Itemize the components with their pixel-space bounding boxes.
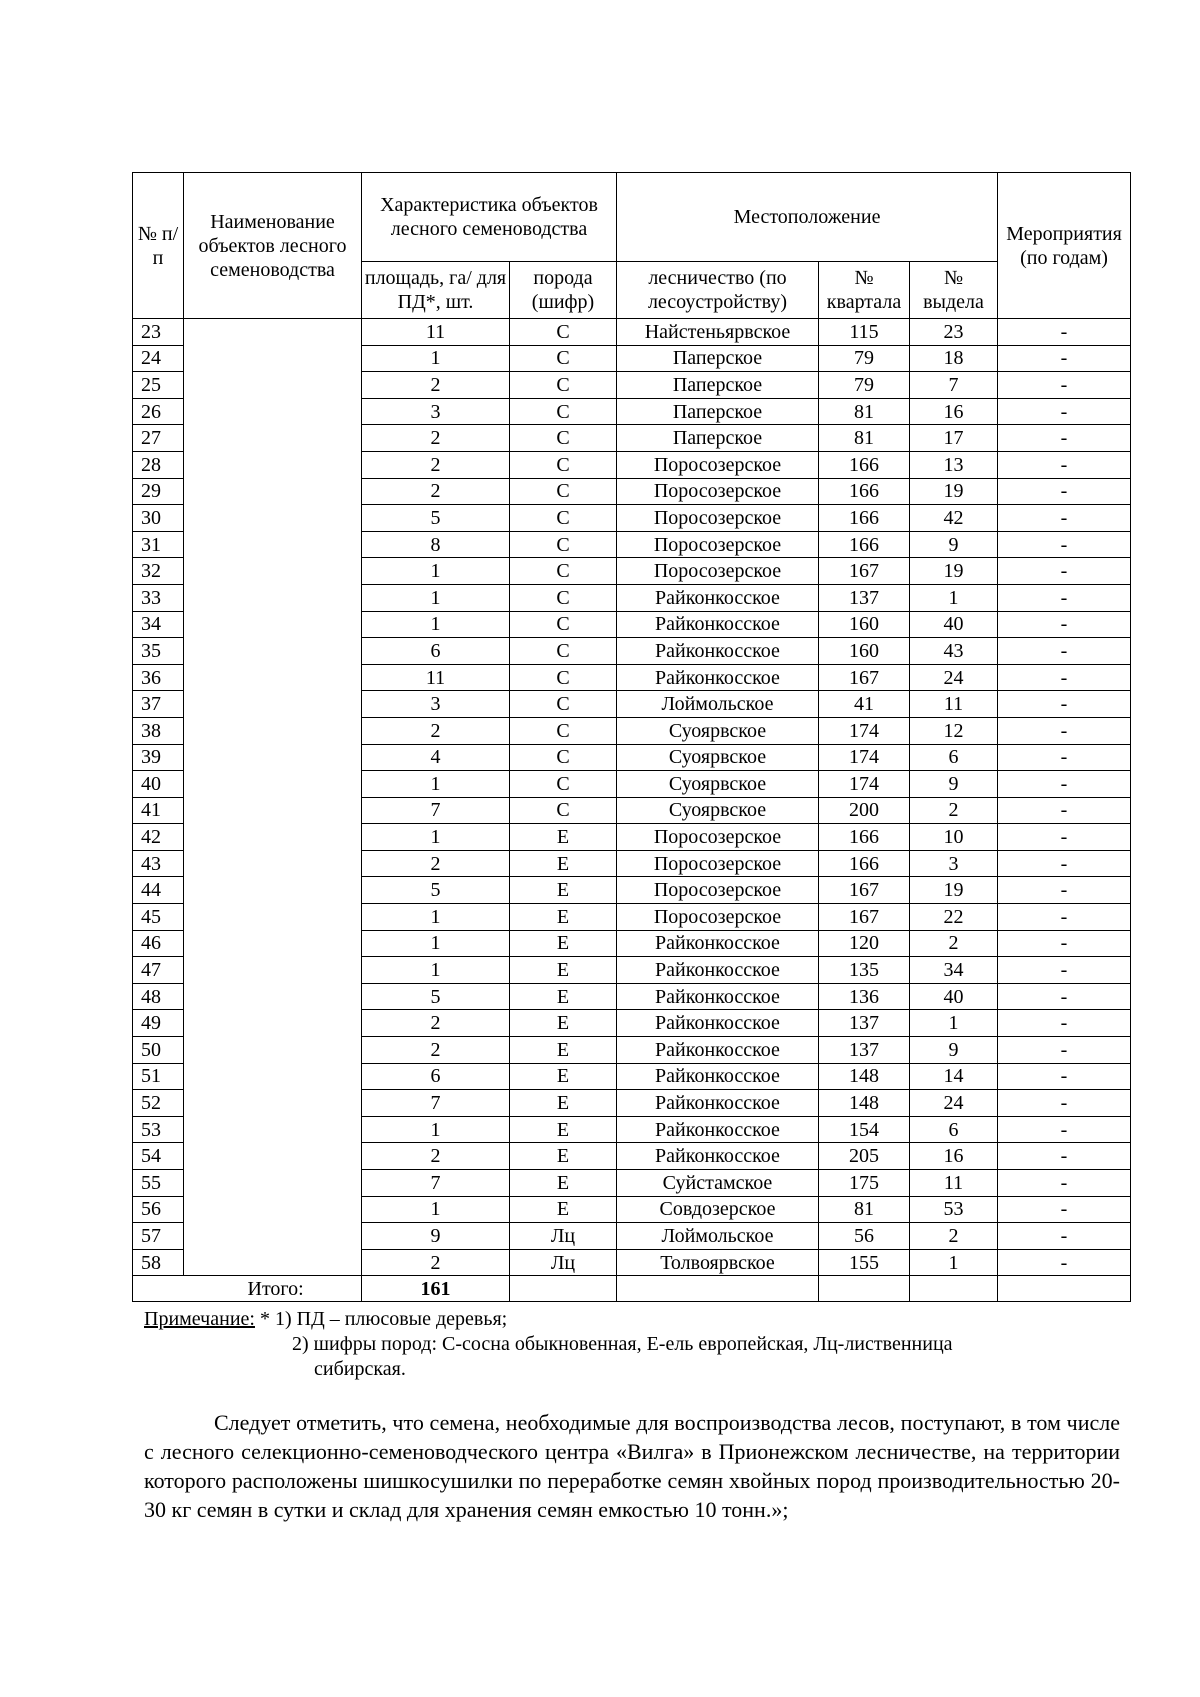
body-paragraph [144,1408,1120,1524]
species-cell: С [510,319,617,346]
quarter-cell: 166 [819,531,910,558]
total-empty-cell [133,1276,184,1302]
note [144,1307,507,1332]
species-cell: Е [510,930,617,957]
forestry-cell: Поросозерское [617,558,819,585]
area-cell: 9 [362,1223,510,1250]
area-cell: 8 [362,531,510,558]
area-cell: 2 [362,1010,510,1037]
quarter-cell: 79 [819,345,910,372]
quarter-cell: 137 [819,584,910,611]
row-number: 35 [133,638,184,665]
forestry-cell: Райконкосское [617,1090,819,1117]
section-cell: 11 [910,1170,998,1197]
measures-cell: - [998,1170,1131,1197]
section-cell: 10 [910,824,998,851]
measures-cell: - [998,398,1131,425]
quarter-cell: 81 [819,398,910,425]
forestry-cell: Райконкосское [617,957,819,984]
table-header [133,173,1131,319]
forestry-cell: Совдозерское [617,1196,819,1223]
row-number: 53 [133,1116,184,1143]
area-cell: 2 [362,451,510,478]
measures-cell: - [998,717,1131,744]
section-cell: 1 [910,584,998,611]
row-number: 33 [133,584,184,611]
species-cell: Е [510,904,617,931]
area-cell: 1 [362,584,510,611]
species-cell: С [510,797,617,824]
measures-cell: - [998,930,1131,957]
row-number: 55 [133,1170,184,1197]
measures-cell: - [998,877,1131,904]
measures-cell: - [998,531,1131,558]
quarter-cell: 120 [819,930,910,957]
species-cell: Е [510,1090,617,1117]
row-number: 31 [133,531,184,558]
quarter-cell: 175 [819,1170,910,1197]
object-name-cell [184,319,362,1276]
quarter-cell: 115 [819,319,910,346]
forestry-cell: Паперское [617,345,819,372]
forestry-cell: Райконкосское [617,983,819,1010]
measures-cell: - [998,1196,1131,1223]
quarter-cell: 148 [819,1090,910,1117]
total-area: 161 [362,1276,510,1302]
forestry-cell: Суоярвское [617,717,819,744]
row-number: 39 [133,744,184,771]
section-cell: 1 [910,1010,998,1037]
forestry-cell: Суоярвское [617,744,819,771]
quarter-cell: 160 [819,638,910,665]
forestry-cell: Поросозерское [617,824,819,851]
total-empty-cell [910,1276,998,1302]
measures-cell: - [998,797,1131,824]
area-cell: 2 [362,1143,510,1170]
note-line-1: * 1) ПД – плюсовые деревья; [254,1308,508,1330]
header-characteristics: Характеристика объектов лесного семеноводства [362,173,617,262]
quarter-cell: 167 [819,904,910,931]
measures-cell: - [998,1037,1131,1064]
area-cell: 1 [362,904,510,931]
measures-cell: - [998,1249,1131,1276]
forestry-cell: Райконкосское [617,664,819,691]
note-species-codes [292,1332,1052,1382]
quarter-cell: 137 [819,1010,910,1037]
section-cell: 19 [910,877,998,904]
quarter-cell: 148 [819,1063,910,1090]
species-cell: Лц [510,1223,617,1250]
quarter-cell: 160 [819,611,910,638]
row-number: 51 [133,1063,184,1090]
area-cell: 2 [362,1037,510,1064]
section-cell: 2 [910,930,998,957]
quarter-cell: 166 [819,850,910,877]
area-cell: 5 [362,983,510,1010]
measures-cell: - [998,558,1131,585]
species-cell: Е [510,1010,617,1037]
species-cell: С [510,372,617,399]
forestry-cell: Райконкосское [617,1037,819,1064]
section-cell: 2 [910,797,998,824]
area-cell: 2 [362,372,510,399]
forestry-cell: Райконкосское [617,638,819,665]
quarter-cell: 81 [819,1196,910,1223]
quarter-cell: 155 [819,1249,910,1276]
species-cell: Е [510,1170,617,1197]
species-cell: С [510,558,617,585]
quarter-cell: 56 [819,1223,910,1250]
forestry-cell: Райконкосское [617,1063,819,1090]
section-cell: 19 [910,478,998,505]
area-cell: 11 [362,664,510,691]
species-cell: Е [510,983,617,1010]
quarter-cell: 154 [819,1116,910,1143]
area-cell: 1 [362,611,510,638]
forestry-cell: Суйстамское [617,1170,819,1197]
measures-cell: - [998,584,1131,611]
area-cell: 2 [362,425,510,452]
area-cell: 6 [362,1063,510,1090]
area-cell: 1 [362,771,510,798]
species-cell: Е [510,1196,617,1223]
section-cell: 13 [910,451,998,478]
section-cell: 9 [910,1037,998,1064]
section-cell: 40 [910,983,998,1010]
forestry-cell: Райконкосское [617,1116,819,1143]
row-number: 52 [133,1090,184,1117]
row-number: 32 [133,558,184,585]
area-cell: 11 [362,319,510,346]
forestry-cell: Паперское [617,425,819,452]
forestry-cell: Поросозерское [617,531,819,558]
row-number: 25 [133,372,184,399]
row-number: 34 [133,611,184,638]
section-cell: 34 [910,957,998,984]
measures-cell: - [998,1010,1131,1037]
section-cell: 14 [910,1063,998,1090]
row-number: 23 [133,319,184,346]
measures-cell: - [998,957,1131,984]
header-area: площадь, га/ для ПД*, шт. [362,262,510,319]
row-number: 36 [133,664,184,691]
measures-cell: - [998,425,1131,452]
measures-cell: - [998,451,1131,478]
quarter-cell: 81 [819,425,910,452]
measures-cell: - [998,372,1131,399]
quarter-cell: 135 [819,957,910,984]
quarter-cell: 167 [819,877,910,904]
note-line-2: 2) шифры пород: С-сосна обыкновенная, Е-ель европейская, Лц-лиственница [292,1333,953,1355]
quarter-cell: 174 [819,744,910,771]
row-number: 56 [133,1196,184,1223]
note-label: Примечание: [144,1308,255,1330]
section-cell: 6 [910,1116,998,1143]
measures-cell: - [998,1090,1131,1117]
area-cell: 2 [362,850,510,877]
measures-cell: - [998,664,1131,691]
quarter-cell: 200 [819,797,910,824]
note-line-2-cont: сибирская. [314,1358,406,1380]
measures-cell: - [998,850,1131,877]
header-num: № п/п [133,173,184,319]
header-species: порода (шифр) [510,262,617,319]
row-number: 44 [133,877,184,904]
forestry-cell: Поросозерское [617,478,819,505]
row-number: 58 [133,1249,184,1276]
section-cell: 43 [910,638,998,665]
area-cell: 7 [362,1170,510,1197]
section-cell: 16 [910,1143,998,1170]
quarter-cell: 137 [819,1037,910,1064]
section-cell: 12 [910,717,998,744]
area-cell: 5 [362,505,510,532]
species-cell: С [510,744,617,771]
row-number: 54 [133,1143,184,1170]
forestry-cell: Райконкосское [617,1010,819,1037]
total-row [133,1276,1131,1302]
quarter-cell: 166 [819,505,910,532]
quarter-cell: 174 [819,717,910,744]
section-cell: 1 [910,1249,998,1276]
area-cell: 7 [362,1090,510,1117]
row-number: 27 [133,425,184,452]
section-cell: 2 [910,1223,998,1250]
area-cell: 6 [362,638,510,665]
forestry-cell: Лоймольское [617,1223,819,1250]
quarter-cell: 79 [819,372,910,399]
species-cell: Е [510,877,617,904]
species-cell: С [510,691,617,718]
section-cell: 11 [910,691,998,718]
forestry-cell: Поросозерское [617,904,819,931]
forestry-cell: Найстеньярвское [617,319,819,346]
section-cell: 3 [910,850,998,877]
measures-cell: - [998,771,1131,798]
species-cell: С [510,531,617,558]
forestry-cell: Райконкосское [617,1143,819,1170]
row-number: 46 [133,930,184,957]
forestry-cell: Лоймольское [617,691,819,718]
measures-cell: - [998,505,1131,532]
forestry-cell: Райконкосское [617,584,819,611]
row-number: 47 [133,957,184,984]
measures-cell: - [998,1143,1131,1170]
area-cell: 1 [362,824,510,851]
species-cell: С [510,717,617,744]
section-cell: 24 [910,1090,998,1117]
row-number: 37 [133,691,184,718]
species-cell: С [510,478,617,505]
area-cell: 1 [362,957,510,984]
row-number: 57 [133,1223,184,1250]
species-cell: Е [510,1063,617,1090]
header-quarter: № квартала [819,262,910,319]
section-cell: 53 [910,1196,998,1223]
total-empty-cell [510,1276,617,1302]
table-body [133,319,1131,1302]
forestry-cell: Поросозерское [617,850,819,877]
species-cell: С [510,664,617,691]
forestry-cell: Паперское [617,372,819,399]
area-cell: 1 [362,930,510,957]
section-cell: 9 [910,531,998,558]
section-cell: 23 [910,319,998,346]
row-number: 41 [133,797,184,824]
row-number: 49 [133,1010,184,1037]
seed-objects-table [132,172,1131,1302]
species-cell: С [510,505,617,532]
measures-cell: - [998,824,1131,851]
species-cell: С [510,638,617,665]
area-cell: 2 [362,478,510,505]
section-cell: 19 [910,558,998,585]
species-cell: С [510,584,617,611]
area-cell: 1 [362,345,510,372]
row-number: 50 [133,1037,184,1064]
section-cell: 9 [910,771,998,798]
header-section: № выдела [910,262,998,319]
section-cell: 40 [910,611,998,638]
row-number: 43 [133,850,184,877]
row-number: 38 [133,717,184,744]
forestry-cell: Райконкосское [617,611,819,638]
area-cell: 2 [362,717,510,744]
measures-cell: - [998,478,1131,505]
row-number: 48 [133,983,184,1010]
section-cell: 42 [910,505,998,532]
section-cell: 18 [910,345,998,372]
total-empty-cell [998,1276,1131,1302]
table-row [133,319,1131,346]
species-cell: С [510,345,617,372]
header-measures: Мероприятия (по годам) [998,173,1131,319]
species-cell: С [510,771,617,798]
quarter-cell: 41 [819,691,910,718]
species-cell: Е [510,824,617,851]
measures-cell: - [998,319,1131,346]
row-number: 24 [133,345,184,372]
measures-cell: - [998,744,1131,771]
forestry-cell: Райконкосское [617,930,819,957]
area-cell: 1 [362,1196,510,1223]
species-cell: Лц [510,1249,617,1276]
species-cell: Е [510,1143,617,1170]
row-number: 30 [133,505,184,532]
species-cell: С [510,398,617,425]
forestry-cell: Толвоярвское [617,1249,819,1276]
forestry-cell: Поросозерское [617,505,819,532]
forestry-cell: Поросозерское [617,451,819,478]
section-cell: 6 [910,744,998,771]
paragraph-text: Следует отметить, что семена, необходимые для воспроизводства лесов, поступают, в том числе с лесного селекционно-семеноводческого центра «Вилга» в Прионежском лесничестве, на территории которого расположены шишкосушилки по переработке семян хвойных пород производительностью 20-30 кг семян в сутки и склад для хранения семян емкостью 10 тонн.»; [144,1410,1120,1522]
measures-cell: - [998,611,1131,638]
row-number: 29 [133,478,184,505]
total-empty-cell [617,1276,819,1302]
area-cell: 1 [362,1116,510,1143]
measures-cell: - [998,1116,1131,1143]
header-name: Наименование объектов лесного семеноводства [184,173,362,319]
forestry-cell: Поросозерское [617,877,819,904]
species-cell: Е [510,957,617,984]
species-cell: Е [510,850,617,877]
section-cell: 17 [910,425,998,452]
measures-cell: - [998,691,1131,718]
species-cell: С [510,425,617,452]
section-cell: 24 [910,664,998,691]
measures-cell: - [998,904,1131,931]
quarter-cell: 166 [819,824,910,851]
section-cell: 16 [910,398,998,425]
header-forestry: лесничество (по лесоустройству) [617,262,819,319]
area-cell: 7 [362,797,510,824]
row-number: 28 [133,451,184,478]
forestry-cell: Суоярвское [617,797,819,824]
quarter-cell: 167 [819,664,910,691]
species-cell: С [510,611,617,638]
forestry-cell: Паперское [617,398,819,425]
measures-cell: - [998,638,1131,665]
header-location: Местоположение [617,173,998,262]
measures-cell: - [998,1063,1131,1090]
species-cell: Е [510,1116,617,1143]
area-cell: 2 [362,1249,510,1276]
quarter-cell: 166 [819,451,910,478]
area-cell: 3 [362,691,510,718]
forestry-cell: Суоярвское [617,771,819,798]
row-number: 26 [133,398,184,425]
row-number: 40 [133,771,184,798]
species-cell: С [510,451,617,478]
area-cell: 3 [362,398,510,425]
quarter-cell: 166 [819,478,910,505]
area-cell: 5 [362,877,510,904]
total-empty-cell [819,1276,910,1302]
quarter-cell: 205 [819,1143,910,1170]
quarter-cell: 174 [819,771,910,798]
quarter-cell: 136 [819,983,910,1010]
measures-cell: - [998,345,1131,372]
species-cell: Е [510,1037,617,1064]
area-cell: 1 [362,558,510,585]
measures-cell: - [998,1223,1131,1250]
row-number: 45 [133,904,184,931]
quarter-cell: 167 [819,558,910,585]
section-cell: 7 [910,372,998,399]
row-number: 42 [133,824,184,851]
measures-cell: - [998,983,1131,1010]
section-cell: 22 [910,904,998,931]
total-label: Итого: [184,1276,362,1302]
area-cell: 4 [362,744,510,771]
